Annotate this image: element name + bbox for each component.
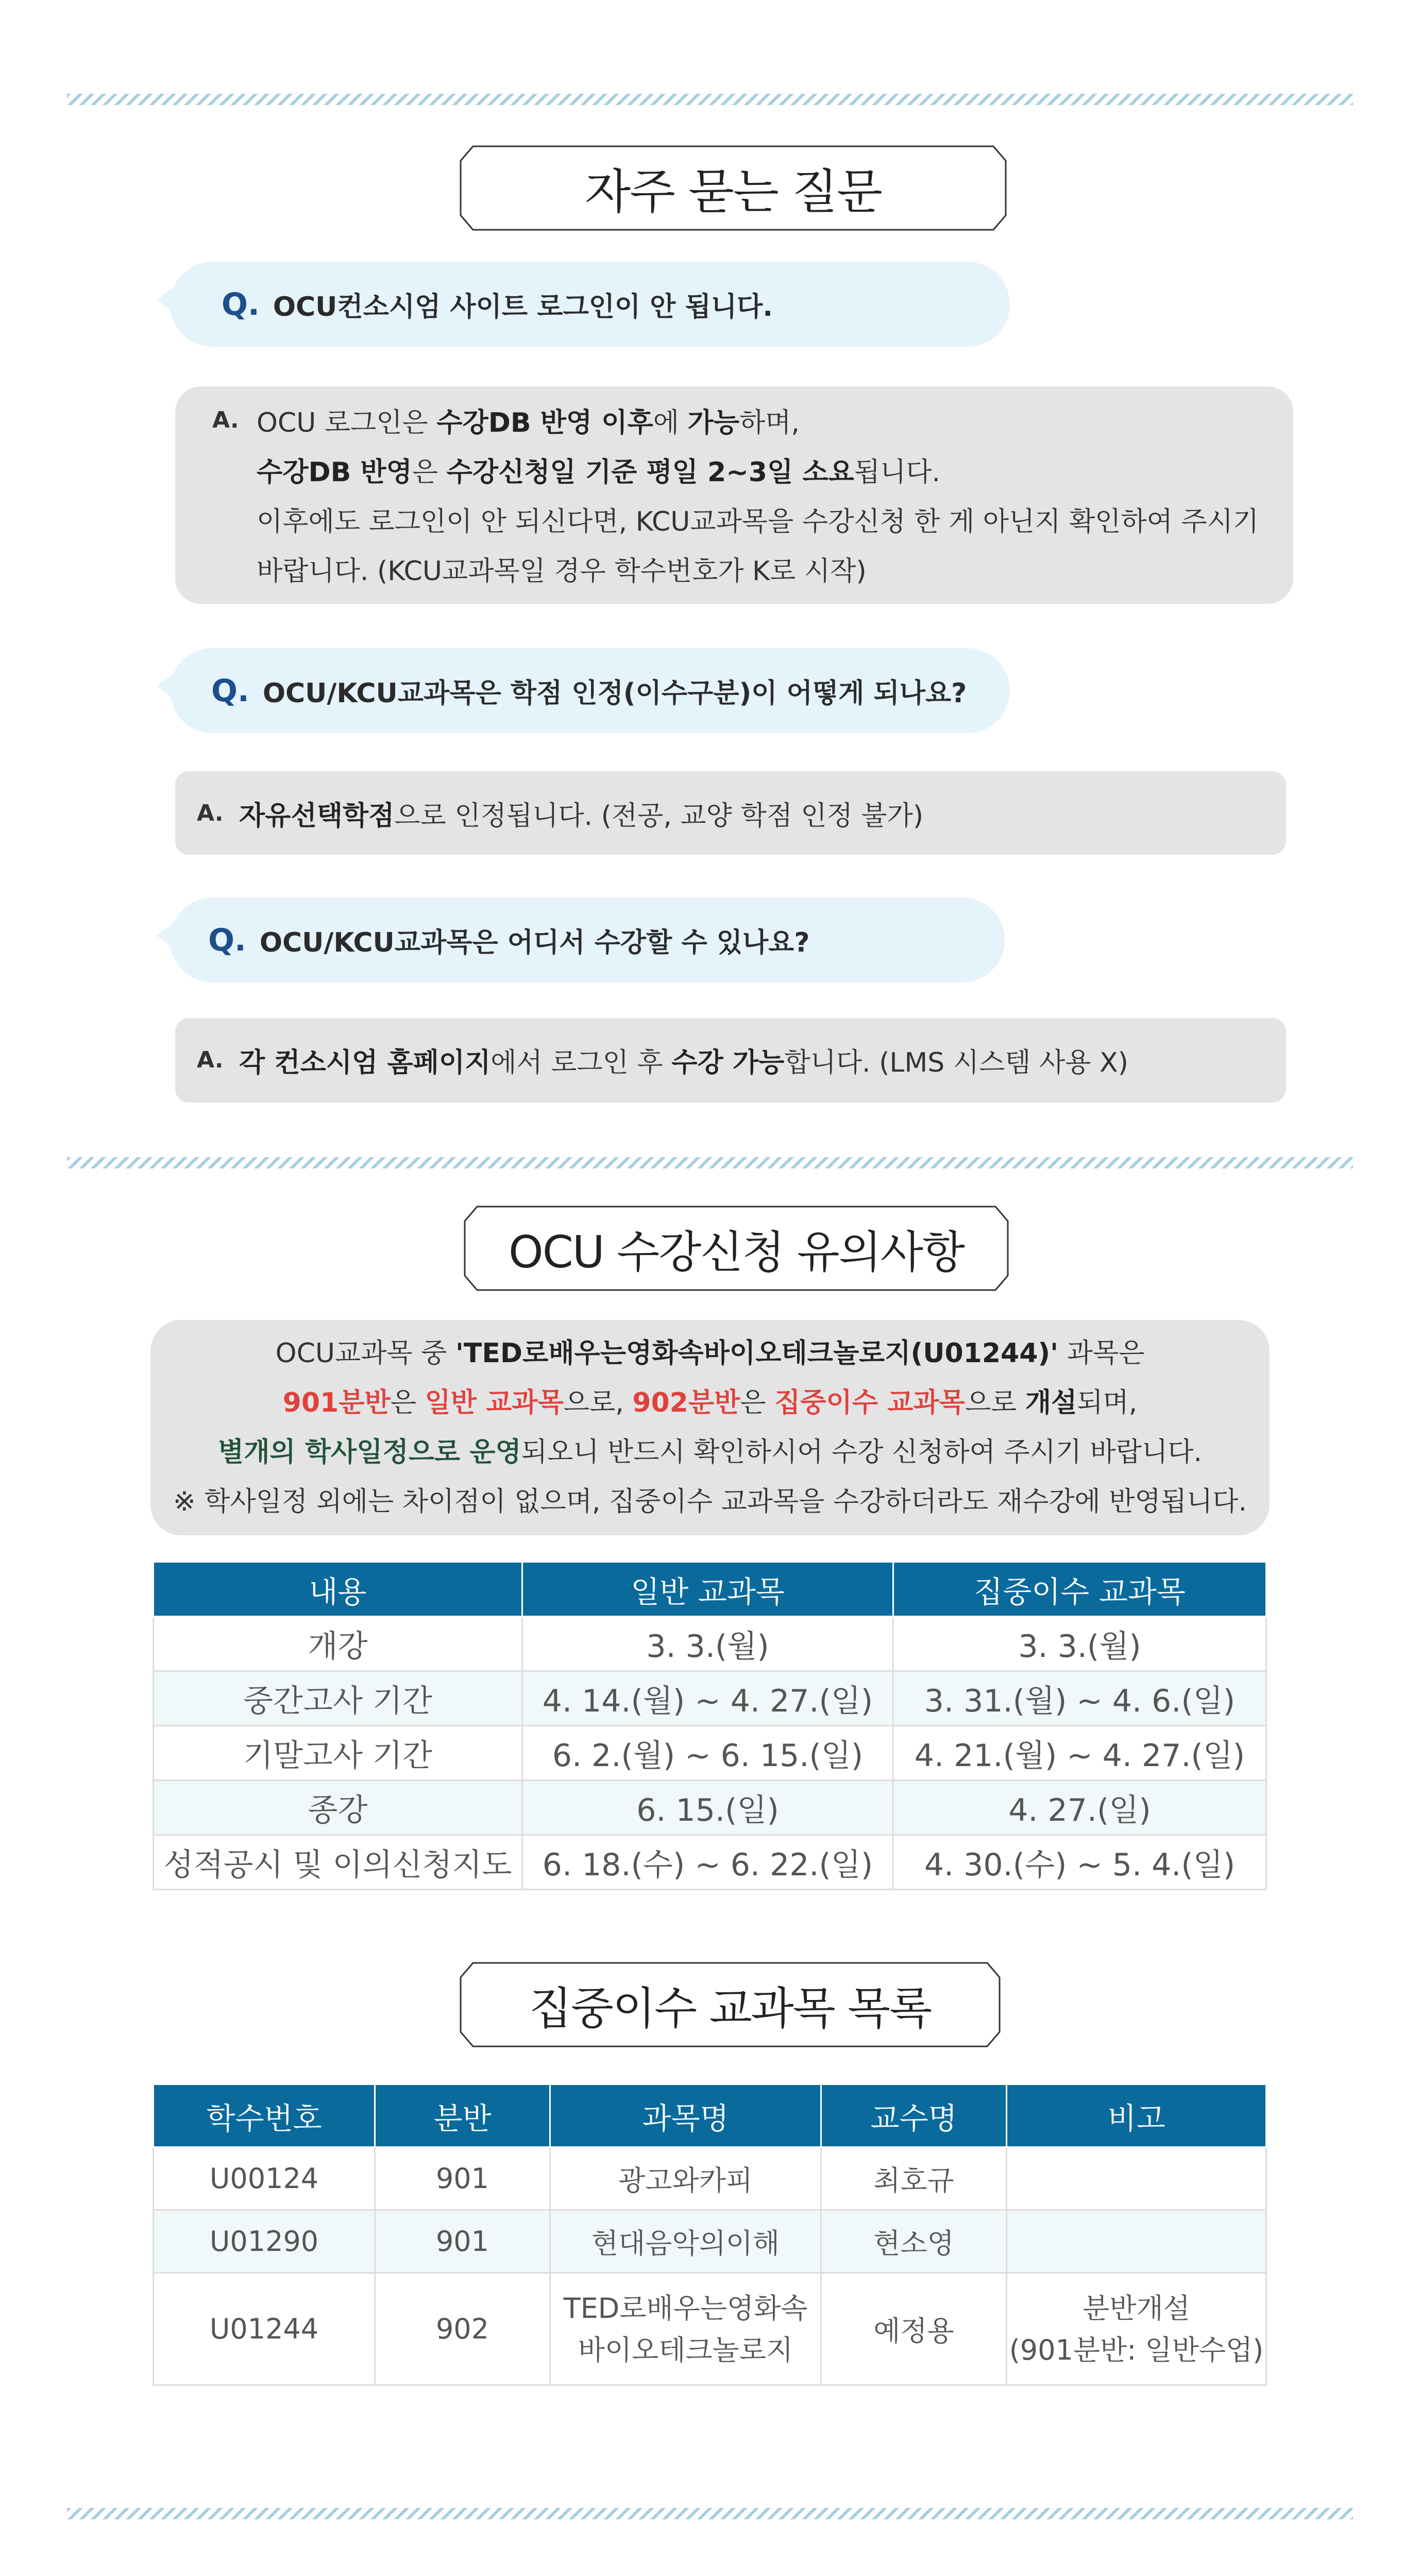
schedule-cell: 개강 bbox=[154, 1617, 522, 1671]
text-segment: 되며, bbox=[1077, 1387, 1138, 1418]
schedule-cell: 기말고사 기간 bbox=[154, 1726, 522, 1781]
text-segment: 901분반 bbox=[282, 1387, 391, 1418]
text-segment: 수강DB 반영 bbox=[257, 457, 412, 488]
courses-header: 분반 bbox=[375, 2084, 550, 2147]
courses-header: 학수번호 bbox=[154, 2084, 375, 2147]
text-segment: 바랍니다. (KCU교과목일 경우 학수번호가 K로 시작) bbox=[257, 556, 867, 587]
divider-hatch-middle bbox=[67, 1157, 1353, 1168]
courses-table bbox=[153, 2083, 1267, 2386]
faq-title bbox=[460, 145, 1007, 231]
faq-answer-1-line-3 bbox=[257, 500, 1259, 538]
text-segment: 일반 교과목 bbox=[425, 1387, 564, 1418]
course-note-cell: 분반개설 (901분반: 일반수업) bbox=[1007, 2273, 1266, 2385]
text-segment: 개설 bbox=[1025, 1387, 1077, 1418]
text-segment: 별개의 학사일정으로 운영 bbox=[217, 1437, 521, 1468]
faq-answer-1-line-2 bbox=[257, 450, 940, 489]
course-section-cell: 901 bbox=[375, 2210, 550, 2273]
text-segment: 으로 인정됩니다. (전공, 교양 학점 인정 불가) bbox=[394, 801, 924, 832]
course-professor-cell: 예정용 bbox=[821, 2273, 1007, 2385]
table-row bbox=[154, 2273, 1266, 2385]
notice-box bbox=[150, 1320, 1270, 1535]
faq-answer-2 bbox=[175, 771, 1286, 855]
text-segment: 집중이수 교과목 bbox=[774, 1387, 965, 1418]
faq-question-1-text: OCU컨소시엄 사이트 로그인이 안 됩니다. bbox=[273, 292, 773, 323]
course-section-cell: 902 bbox=[375, 2273, 550, 2385]
text-segment: ※ 학사일정 외에는 차이점이 없으며, 집중이수 교과목을 수강하더라도 재수강에 반영됩니다. bbox=[173, 1486, 1247, 1517]
course-code-cell: U01244 bbox=[154, 2273, 375, 2385]
a-mark: A. bbox=[212, 407, 239, 433]
table-row bbox=[154, 1671, 1266, 1726]
faq-question-1 bbox=[170, 262, 1010, 347]
text-segment: 은 bbox=[390, 1387, 425, 1418]
text-segment: 'TED로배우는영화속바이오테크놀로지(U01244)' bbox=[455, 1338, 1059, 1369]
schedule-cell: 3. 3.(월) bbox=[893, 1617, 1266, 1671]
a-mark: A. bbox=[197, 800, 224, 826]
course-note-cell bbox=[1007, 2210, 1266, 2273]
text-segment: 이후에도 로그인이 안 되신다면, KCU교과목을 수강신청 한 게 아닌지 확인하여 주시기 bbox=[257, 506, 1259, 537]
course-professor-cell: 현소영 bbox=[821, 2210, 1007, 2273]
text-segment: 자유선택학점 bbox=[239, 801, 395, 832]
course-name-cell: 광고와카피 bbox=[550, 2147, 821, 2210]
a-mark: A. bbox=[197, 1047, 224, 1073]
schedule-cell: 6. 18.(수) ~ 6. 22.(일) bbox=[522, 1835, 893, 1890]
faq-answer-2-line-1 bbox=[239, 794, 923, 833]
schedule-cell: 성적공시 및 이의신청지도 bbox=[154, 1835, 522, 1890]
schedule-cell: 3. 31.(월) ~ 4. 6.(일) bbox=[893, 1671, 1266, 1726]
schedule-header: 일반 교과목 bbox=[522, 1562, 893, 1617]
q-mark: Q. bbox=[211, 672, 249, 709]
course-professor-cell: 최호규 bbox=[821, 2147, 1007, 2210]
faq-question-2-text: OCU/KCU교과목은 학점 인정(이수구분)이 어떻게 되나요? bbox=[262, 678, 967, 709]
divider-hatch-bottom bbox=[67, 2508, 1353, 2519]
notice-line-4 bbox=[150, 1480, 1270, 1518]
table-row bbox=[154, 1835, 1266, 1890]
text-segment: 으로 bbox=[965, 1387, 1025, 1418]
courses-header: 교수명 bbox=[821, 2084, 1007, 2147]
text-segment: 됩니다. bbox=[854, 457, 940, 488]
faq-title-text: 자주 묻는 질문 bbox=[585, 164, 882, 219]
text-segment: 902분반 bbox=[632, 1387, 740, 1418]
course-code-cell: U01290 bbox=[154, 2210, 375, 2273]
text-segment: OCU교과목 중 bbox=[275, 1338, 455, 1369]
text-segment: 은 bbox=[412, 457, 447, 488]
schedule-cell: 6. 15.(일) bbox=[522, 1781, 893, 1835]
table-row bbox=[154, 1726, 1266, 1781]
schedule-cell: 6. 2.(월) ~ 6. 15.(일) bbox=[522, 1726, 893, 1781]
course-note-cell bbox=[1007, 2147, 1266, 2210]
table-row bbox=[154, 2210, 1266, 2273]
notice-title-text: OCU 수강신청 유의사항 bbox=[509, 1227, 964, 1278]
courses-header: 비고 bbox=[1007, 2084, 1266, 2147]
courses-title bbox=[460, 1962, 1001, 2047]
table-row bbox=[154, 1781, 1266, 1835]
text-segment: 으로, bbox=[563, 1387, 633, 1418]
faq-question-3-text: OCU/KCU교과목은 어디서 수강할 수 있나요? bbox=[259, 927, 810, 958]
text-segment: 가능 bbox=[687, 408, 739, 438]
faq-answer-1-line-4 bbox=[257, 549, 867, 588]
schedule-cell: 종강 bbox=[154, 1781, 522, 1835]
text-segment: 하며, bbox=[739, 408, 800, 438]
text-segment: 과목은 bbox=[1058, 1338, 1145, 1369]
faq-answer-1-line-1 bbox=[257, 401, 800, 439]
text-segment: 되오니 반드시 확인하시어 수강 신청하여 주시기 바랍니다. bbox=[521, 1437, 1203, 1468]
schedule-cell: 4. 14.(월) ~ 4. 27.(일) bbox=[522, 1671, 893, 1726]
text-segment: 합니다. (LMS 시스템 사용 X) bbox=[784, 1047, 1128, 1078]
text-segment: OCU 로그인은 bbox=[257, 408, 437, 438]
schedule-cell: 4. 27.(일) bbox=[893, 1781, 1266, 1835]
table-row bbox=[154, 1617, 1266, 1671]
faq-answer-3 bbox=[175, 1018, 1286, 1103]
schedule-table bbox=[153, 1561, 1267, 1890]
text-segment: 각 컨소시엄 홈페이지 bbox=[239, 1047, 491, 1078]
text-segment: 수강 가능 bbox=[671, 1047, 785, 1078]
text-segment: 에서 로그인 후 bbox=[491, 1047, 672, 1078]
faq-answer-3-line-1 bbox=[239, 1041, 1128, 1079]
faq-question-2 bbox=[170, 648, 1010, 733]
text-segment: 에 bbox=[653, 408, 688, 438]
faq-question-3 bbox=[170, 897, 1005, 982]
course-code-cell: U00124 bbox=[154, 2147, 375, 2210]
schedule-header: 집중이수 교과목 bbox=[893, 1562, 1266, 1617]
course-name-cell: TED로배우는영화속 바이오테크놀로지 bbox=[550, 2273, 821, 2385]
course-section-cell: 901 bbox=[375, 2147, 550, 2210]
faq-answer-1 bbox=[175, 386, 1293, 604]
schedule-cell: 3. 3.(월) bbox=[522, 1617, 893, 1671]
schedule-cell: 중간고사 기간 bbox=[154, 1671, 522, 1726]
schedule-cell: 4. 21.(월) ~ 4. 27.(일) bbox=[893, 1726, 1266, 1781]
q-mark: Q. bbox=[222, 286, 260, 323]
courses-title-text: 집중이수 교과목 목록 bbox=[529, 1983, 932, 2035]
text-segment: 수강DB 반영 이후 bbox=[436, 408, 653, 438]
schedule-header: 내용 bbox=[154, 1562, 522, 1617]
q-mark: Q. bbox=[208, 922, 246, 958]
notice-line-3 bbox=[150, 1430, 1270, 1469]
notice-line-2 bbox=[150, 1381, 1270, 1419]
table-row bbox=[154, 2147, 1266, 2210]
courses-header: 과목명 bbox=[550, 2084, 821, 2147]
text-segment: 수강신청일 기준 평일 2~3일 소요 bbox=[446, 457, 854, 488]
schedule-cell: 4. 30.(수) ~ 5. 4.(일) bbox=[893, 1835, 1266, 1890]
text-segment: 은 bbox=[740, 1387, 775, 1418]
notice-title bbox=[464, 1206, 1009, 1291]
divider-hatch-top bbox=[67, 94, 1353, 105]
notice-line-1 bbox=[150, 1331, 1270, 1370]
course-name-cell: 현대음악의이해 bbox=[550, 2210, 821, 2273]
